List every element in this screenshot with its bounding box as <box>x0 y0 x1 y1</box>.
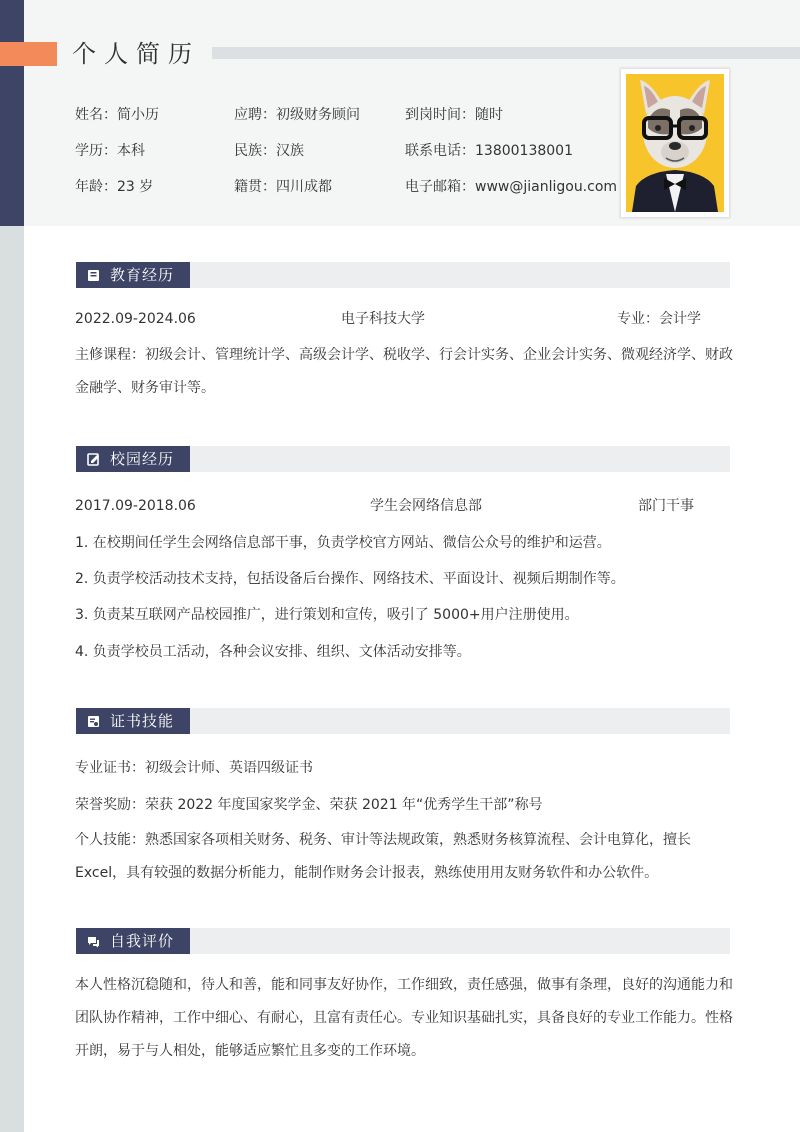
info-name: 姓名：简小历 <box>75 107 159 123</box>
education-period: 2022.09-2024.06 <box>75 311 196 327</box>
skills-certificate: 专业证书：初级会计师、英语四级证书 <box>75 760 313 776</box>
left-accent-bar-dark <box>0 0 24 226</box>
info-position: 应聘：初级财务顾问 <box>234 107 360 123</box>
skills-ability: 个人技能：熟悉国家各项相关财务、税务、审计等法规政策，熟悉财务核算流程、会计电算化，擅长 Excel，具有较强的数据分析能力，能制作财务会计报表，熟练使用用友财务软件和办公软件。 <box>75 832 691 881</box>
campus-header-bar <box>190 446 730 472</box>
info-age: 年龄：23 岁 <box>75 179 154 195</box>
left-accent-bar-light <box>0 226 24 1132</box>
skills-header-bar <box>190 708 730 734</box>
info-arrival: 到岗时间：随时 <box>405 107 503 123</box>
education-header-bar <box>190 262 730 288</box>
campus-item: 3. 负责某互联网产品校园推广，进行策划和宣传，吸引了 5000+用户注册使用。 <box>75 607 579 623</box>
education-header <box>76 262 190 288</box>
skills-header <box>76 708 190 734</box>
profile-photo <box>626 74 724 212</box>
self-evaluation-text: 本人性格沉稳随和，待人和善，能和同事友好协作，工作细致，责任感强，做事有条理，良好的沟通能力和团队协作精神，工作中细心、有耐心，且富有责任心。专业知识基础扎实，具备良好的专业工作能力。性格开朗，易于与人相处，能够适应繁忙且多变的工作环境。 <box>75 977 733 1059</box>
title-underline <box>212 47 800 59</box>
info-ethnicity: 民族：汉族 <box>234 143 304 159</box>
skills-honor: 荣誉奖励：荣获 2022 年度国家奖学金、荣获 2021 年“优秀学生干部”称号 <box>75 797 543 813</box>
self-header <box>76 928 190 954</box>
campus-org: 学生会网络信息部 <box>370 498 482 514</box>
campus-period: 2017.09-2018.06 <box>75 498 196 514</box>
campus-item: 2. 负责学校活动技术支持，包括设备后台操作、网络技术、平面设计、视频后期制作等。 <box>75 571 625 587</box>
book-icon <box>87 269 100 282</box>
info-hometown: 籍贯：四川成都 <box>234 179 332 195</box>
info-email: 电子邮箱：www@jianligou.com <box>405 179 618 195</box>
certificate-icon <box>87 715 100 728</box>
info-degree: 学历：本科 <box>75 143 145 159</box>
education-title: 教育经历 <box>110 266 175 284</box>
info-phone: 联系电话：13800138001 <box>405 143 573 159</box>
edit-icon <box>87 453 100 466</box>
education-major: 专业：会计学 <box>617 311 701 327</box>
self-title: 自我评价 <box>110 932 175 950</box>
title-accent-block <box>0 42 57 66</box>
page-title: 个人简历 <box>72 40 200 68</box>
campus-role: 部门干事 <box>638 498 694 514</box>
chat-icon <box>87 935 100 948</box>
education-courses: 主修课程：初级会计、管理统计学、高级会计学、税收学、行会计实务、企业会计实务、微观经济学、财政金融学、财务审计等。 <box>75 347 733 396</box>
campus-item: 4. 负责学校员工活动，各种会议安排、组织、文体活动安排等。 <box>75 644 471 660</box>
education-school: 电子科技大学 <box>341 311 425 327</box>
campus-item: 1. 在校期间任学生会网络信息部干事，负责学校官方网站、微信公众号的维护和运营。 <box>75 535 611 551</box>
campus-header <box>76 446 190 472</box>
skills-title: 证书技能 <box>110 712 175 730</box>
self-header-bar <box>190 928 730 954</box>
profile-photo-frame <box>620 68 730 218</box>
campus-title: 校园经历 <box>110 450 175 468</box>
